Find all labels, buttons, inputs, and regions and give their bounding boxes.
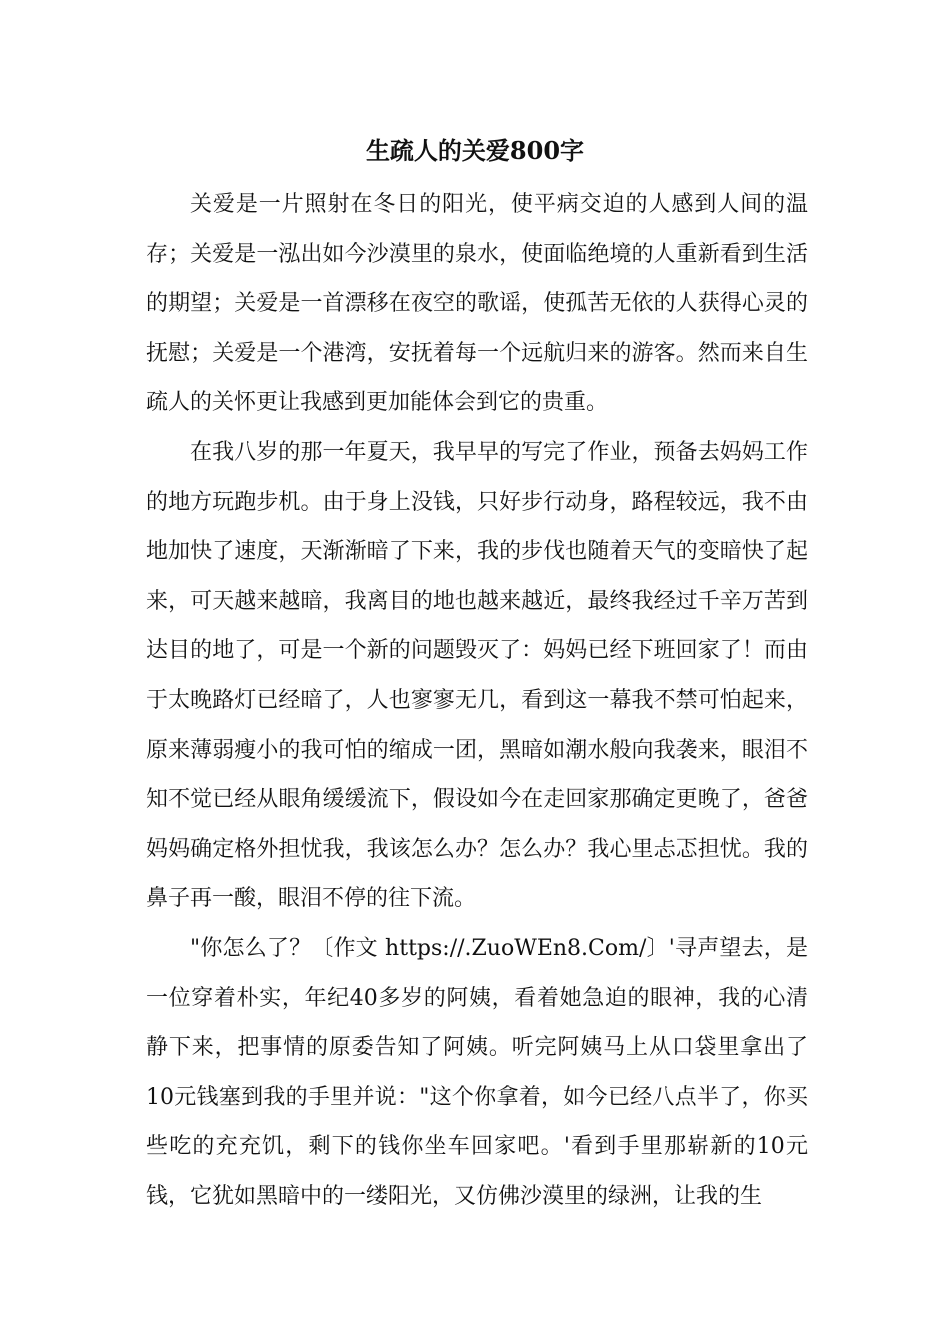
- paragraph-2: 在我八岁的那一年夏天，我早早的写完了作业，预备去妈妈工作的地方玩跑步机。由于身上没钱，只好步行动身，路程较远，我不由地加快了速度，天渐渐暗了下来，我的步伐也随着天气的变暗快了起来，可天越来越暗，我离目的地也越来越近，最终我经过千辛万苦到达目的地了，可是一个新的问题毁灭了：妈妈已经下班回家了！而由于太晚路灯已经暗了，人也寥寥无几，看到这一幕我不禁可怕起来，原来薄弱瘦小的我可怕的缩成一团，黑暗如潮水般向我袭来，眼泪不知不觉已经从眼角缓缓流下，假设如今在走回家那确定更晚了，爸爸妈妈确定格外担忧我，我该怎么办？怎么办？我心里忐忑担忧。我的鼻子再一酸，眼泪不停的往下流。: [146, 439, 808, 912]
- paragraph-1: 关爱是一片照射在冬日的阳光，使平病交迫的人感到人间的温存；关爱是一泓出如今沙漠里的泉水，使面临绝境的人重新看到生活的期望；关爱是一首漂移在夜空的歌谣，使孤苦无依的人获得心灵的抚慰；关爱是一个港湾，安抚着每一个远航归来的游客。然而来自生疏人的关怀更让我感到更加能体会到它的贵重。: [146, 192, 808, 416]
- page-title: 生疏人的关爱800字: [365, 136, 585, 165]
- essay-body: [146, 180, 808, 1221]
- paragraph-3: "你怎么了？〔作文 https://.ZuoWEn8.Com/〕'寻声望去，是一位穿着朴实，年纪40多岁的阿姨，看着她急迫的眼神，我的心清静下来，把事情的原委告知了阿姨。听完阿姨马上从口袋里拿出了10元钱塞到我的手里并说："这个你拿着，如今已经八点半了，你买些吃的充充饥，剩下的钱你坐车回家吧。'看到手里那崭新的10元钱，它犹如黑暗中的一缕阳光，又仿佛沙漠里的绿洲，让我的生: [146, 935, 808, 1209]
